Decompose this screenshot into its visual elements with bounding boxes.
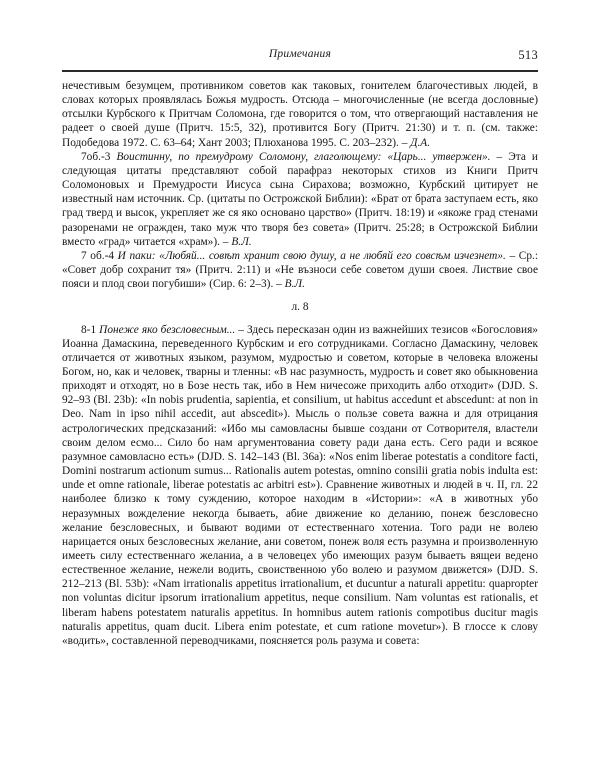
text-column bbox=[62, 79, 538, 648]
italic-run: Д.А. bbox=[410, 136, 431, 149]
paragraph-note-7ob-3 bbox=[62, 150, 538, 249]
text-run: нечестивым безумцем, противником советов как таковых, гонителем благочестивых людей, в словах которых проявлялась Божья мудрость. Отсюда – многочисленные (не всегда дословные) отсылки Курбского к Притчам Соломона, где говорится о том, что отвергающий наставления не радеет о своей душе (Притч. 15:5, 32), противится Богу (Притч. 21:30) и т. п. (см. также: Подобедова 1972. С. 63–64; Хант 2003; Плюханова 1995. С. 203–232). – bbox=[62, 80, 538, 149]
page-number: 513 bbox=[518, 48, 538, 62]
text-run: 7 об.-4 bbox=[81, 249, 118, 262]
running-head-title: Примечания bbox=[268, 48, 332, 60]
italic-run: В.Л. bbox=[231, 235, 252, 248]
italic-run: Понеже яко безсловесным... bbox=[99, 323, 236, 336]
italic-run: И паки: «Любяй... совѣт хранит свою душу, а не любяй его совсѣм изчезнет». bbox=[117, 249, 506, 262]
folio-marker: л. 8 bbox=[291, 301, 309, 314]
paragraph-continued-note-7ob bbox=[62, 79, 538, 150]
text-run: – Здесь пересказан один из важнейших тезисов «Богословия» Иоанна Дамаскина, переведенного Курбским и его сотрудниками. Согласно Дамаскину, человек отличается от животных языком, разумом, мудростью и советом, которые в человека вложены Богом, но, как и человек, тварны и тленны: «В нас разумность, мудрость и совет яко обыкновениа приходят и отходят, но в Бозе несть так, ибо в Нем ничесоже приходить албо отходит» (DJD. S. 92–93 (Bl. 23b): «In nobis prudentia, sapientia, et consilium, ut habitus accedunt et abscedunt: at non in Deo. Nam in ipso nihil accedit, aut abscedit»). Мысль о пользе совета важна и для отрицания астрологических предсказаний: «Ибо мы самовласны бывше создани от Сотворителя, властели своим делом есмо... Сило бо нам аргументованиа совету ради дана есть. Сего ради и всякое разумное самовласно есть» (DJD. S. 142–143 (Bl. 36a): «Nos enim liberae potestatis a conditore facti, Domini nostrarum actionum sumus... Rationalis autem potestas, omnino consilii gratia nobis indulta est: unde et omne rationale, liberae potestatis ac arbitri est»). Сравнение животных и людей в ч. II, гл. 22 наиболее близко к тому суждению, которое находим в «Истории»: «А в животных убо неразумных вожделение некогда бываеть, абие движение ко деланию, понеж безсловесно желание безсловесных, и бывают водими от естественнаго хотениа. Того ради не волею нарицается оных безсловесных желание, ани советом, понеж воля есть разумна и произволенную имееть силу естественнаго желаниа, а в человецех убо имеющих разум бываеть вящеи ведено естественное желание, нежели водить, своиственною убо волею и разумом движется» (DJD. S. 212–213 (Bl. 53b): «Nam irrationalis appetitus irrationalium, et ducuntur a naturali appetitu: quapropter non voluntas dicitur ipsorum irrationalium appetitus, neque consilium. Nam voluntas est rationalis, et liberam habens potestatem naturalis appetitus. In homnibus autem rationis compotibus ducitur magis naturalis appetitus, quam ducit. Libera enim potestate, et cum ratione movetur»). В глоссе к слову «водить», составленной переводчиками, поясняется роль разума и совета: bbox=[62, 323, 538, 647]
text-run: – Ср.: «Совет добр сохранит тя» (Притч. 2:11) и «Не възноси себе советом души своея. Листвие свое пояси и плод свои погубиши» (Сир. 6: 2–3). – bbox=[62, 249, 538, 291]
text-run: 7об.-3 bbox=[81, 150, 117, 163]
italic-run: Воистинну, по премудрому Соломону, глаголющему: «Царь... утвержен». bbox=[116, 150, 491, 163]
running-head bbox=[62, 48, 538, 68]
italic-run: В.Л. bbox=[284, 278, 305, 291]
paragraph-note-7ob-4 bbox=[62, 249, 538, 291]
header-rule-divider bbox=[62, 70, 538, 72]
paragraph-note-8-1 bbox=[62, 323, 538, 649]
text-run: – Эта и следующая цитаты представляют собой парафраз некоторых стихов из Книги Притч Соломоновых и Премудрости Иисуса сына Сирахова; возможно, Курбский цитирует не известный нам источник. Ср. (цитаты по Острожской Библии): «Брат от брата заступаем есть, яко град тверд и высок, укрепляет же ся яко основано царство» (Притч. 18:19) и «якоже град стенами разоренами не огражден, тако муж что творя без совета» (Притч. 25:28; в Острожской Библии вместо «град» читается «храм»). – bbox=[62, 150, 538, 248]
text-run: 8-1 bbox=[81, 323, 100, 336]
